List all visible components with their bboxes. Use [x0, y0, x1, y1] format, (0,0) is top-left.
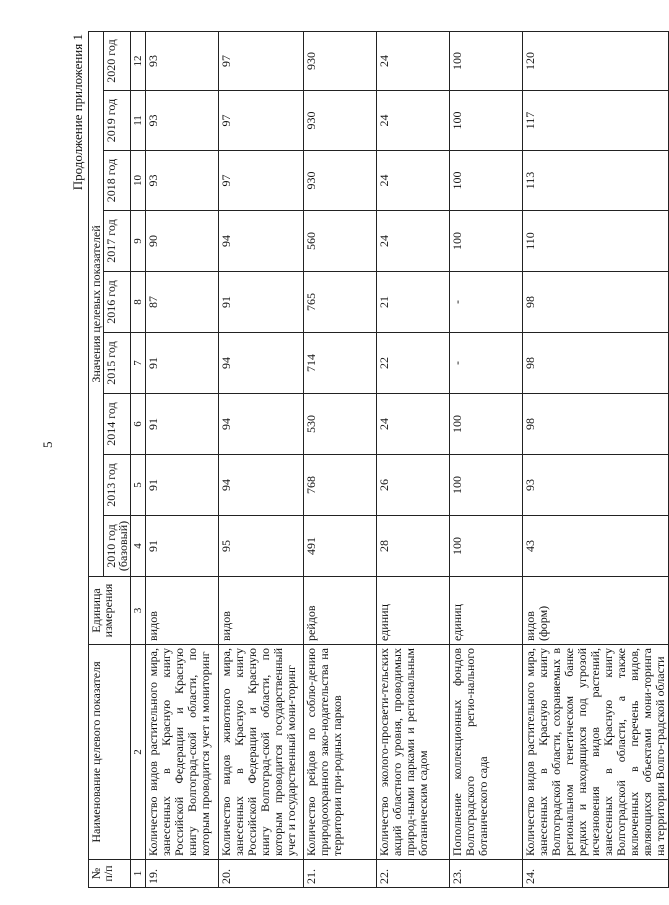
header-group: Значения целевых показателей — [89, 31, 104, 576]
unit: единиц — [450, 577, 523, 645]
value-cell: 100 — [450, 394, 523, 455]
value-cell: 94 — [219, 211, 304, 272]
value-cell: 21 — [377, 272, 450, 333]
rotated-content — [70, 28, 667, 888]
value-cell: 98 — [523, 394, 669, 455]
value-cell: 91 — [146, 394, 219, 455]
value-cell: - — [450, 272, 523, 333]
value-cell: 22 — [377, 333, 450, 394]
value-cell: 26 — [377, 455, 450, 516]
row-number: 20. — [219, 860, 304, 888]
value-cell: 98 — [523, 333, 669, 394]
value-cell: 93 — [146, 151, 219, 211]
value-cell: 120 — [523, 31, 669, 90]
unit: видов — [146, 577, 219, 645]
value-cell: 100 — [450, 151, 523, 211]
table-body — [146, 31, 669, 887]
value-cell: 91 — [146, 333, 219, 394]
header-year: 2014 год — [104, 394, 131, 455]
value-cell: 90 — [146, 211, 219, 272]
header-year: 2019 год — [104, 91, 131, 151]
value-cell: 100 — [450, 31, 523, 90]
column-number: 12 — [131, 31, 146, 90]
value-cell: 100 — [450, 455, 523, 516]
column-number: 6 — [131, 394, 146, 455]
table-row — [304, 31, 377, 887]
value-cell: 93 — [523, 455, 669, 516]
value-cell: 91 — [146, 516, 219, 577]
value-cell: 91 — [219, 272, 304, 333]
column-number: 5 — [131, 455, 146, 516]
column-number: 10 — [131, 151, 146, 211]
header-no: № п/п — [89, 860, 131, 888]
table-row — [377, 31, 450, 887]
value-cell: 97 — [219, 91, 304, 151]
header-row-1 — [89, 31, 104, 887]
header-year: 2013 год — [104, 455, 131, 516]
appendix-note: Продолжение приложения 1 — [70, 34, 85, 191]
column-numbers-row — [131, 31, 146, 887]
value-cell: 97 — [219, 31, 304, 90]
value-cell: 765 — [304, 272, 377, 333]
column-number: 9 — [131, 211, 146, 272]
row-number: 21. — [304, 860, 377, 888]
column-number: 2 — [131, 645, 146, 860]
table-row — [219, 31, 304, 887]
table-row — [146, 31, 219, 887]
value-cell: 113 — [523, 151, 669, 211]
unit: видов — [219, 577, 304, 645]
value-cell: 930 — [304, 151, 377, 211]
header-year: 2015 год — [104, 333, 131, 394]
value-cell: 95 — [219, 516, 304, 577]
indicators-table — [88, 31, 669, 888]
value-cell: 100 — [450, 516, 523, 577]
value-cell: 714 — [304, 333, 377, 394]
header-unit: Единица измерения — [89, 577, 131, 645]
column-number: 3 — [131, 577, 146, 645]
value-cell: 491 — [304, 516, 377, 577]
unit: видов (форм) — [523, 577, 669, 645]
row-number: 24. — [523, 860, 669, 888]
header-year: 2020 год — [104, 31, 131, 90]
header-year: 2016 год — [104, 272, 131, 333]
value-cell: - — [450, 333, 523, 394]
value-cell: 24 — [377, 91, 450, 151]
value-cell: 98 — [523, 272, 669, 333]
row-number: 19. — [146, 860, 219, 888]
page-number: 5 — [40, 441, 55, 448]
value-cell: 94 — [219, 333, 304, 394]
column-number: 8 — [131, 272, 146, 333]
value-cell: 94 — [219, 455, 304, 516]
indicator-name: Количество рейдов по соблю-дению природоохранного зако-нодательства на территории при-родных парков — [304, 645, 377, 860]
value-cell: 94 — [219, 394, 304, 455]
value-cell: 530 — [304, 394, 377, 455]
indicator-name: Количество видов растительного мира, занесенных в Красную книгу Волгоградской области, сохраняемых в региональном генетическом банке редких и находящихся под угрозой исчезновения видов растений, занесенных в Красную книгу Волгоградской области, а также включенных в перечень видов, являющихся объектами мони-торинга на территории Волго-градской области — [523, 645, 669, 860]
value-cell: 24 — [377, 394, 450, 455]
unit: единиц — [377, 577, 450, 645]
indicator-name: Пополнение коллекционных фондов Волгоградского регио-нального ботанического сада — [450, 645, 523, 860]
value-cell: 110 — [523, 211, 669, 272]
value-cell: 28 — [377, 516, 450, 577]
header-year: 2018 год — [104, 151, 131, 211]
row-number: 23. — [450, 860, 523, 888]
column-number: 4 — [131, 516, 146, 577]
indicator-name: Количество эколого-просвети-тельских акций областного уровня, проводимых природ-ными парками и региональным ботаническим садом — [377, 645, 450, 860]
value-cell: 43 — [523, 516, 669, 577]
value-cell: 97 — [219, 151, 304, 211]
value-cell: 100 — [450, 91, 523, 151]
header-year: 2017 год — [104, 211, 131, 272]
header-year: 2010 год (базовый) — [104, 516, 131, 577]
value-cell: 87 — [146, 272, 219, 333]
value-cell: 100 — [450, 211, 523, 272]
column-number: 1 — [131, 860, 146, 888]
unit: рейдов — [304, 577, 377, 645]
value-cell: 91 — [146, 455, 219, 516]
column-number: 11 — [131, 91, 146, 151]
value-cell: 24 — [377, 151, 450, 211]
value-cell: 930 — [304, 91, 377, 151]
table-row — [523, 31, 669, 887]
column-number: 7 — [131, 333, 146, 394]
value-cell: 930 — [304, 31, 377, 90]
value-cell: 93 — [146, 31, 219, 90]
value-cell: 93 — [146, 91, 219, 151]
value-cell: 768 — [304, 455, 377, 516]
value-cell: 24 — [377, 31, 450, 90]
row-number: 22. — [377, 860, 450, 888]
value-cell: 560 — [304, 211, 377, 272]
value-cell: 24 — [377, 211, 450, 272]
value-cell: 117 — [523, 91, 669, 151]
header-name: Наименование целевого показателя — [89, 645, 131, 860]
table-row — [450, 31, 523, 887]
indicator-name: Количество видов растительного мира, занесенных в Красную книгу Российской Федерации и Красную книгу Волгоград-ской области, по которым проводится учет и мониторинг — [146, 645, 219, 860]
indicator-name: Количество видов животного мира, занесенных в Красную книгу Российской Федерации и Красную книгу Волгоград-ской области, по которым проводится государственный учет и государственный мони-торинг — [219, 645, 304, 860]
